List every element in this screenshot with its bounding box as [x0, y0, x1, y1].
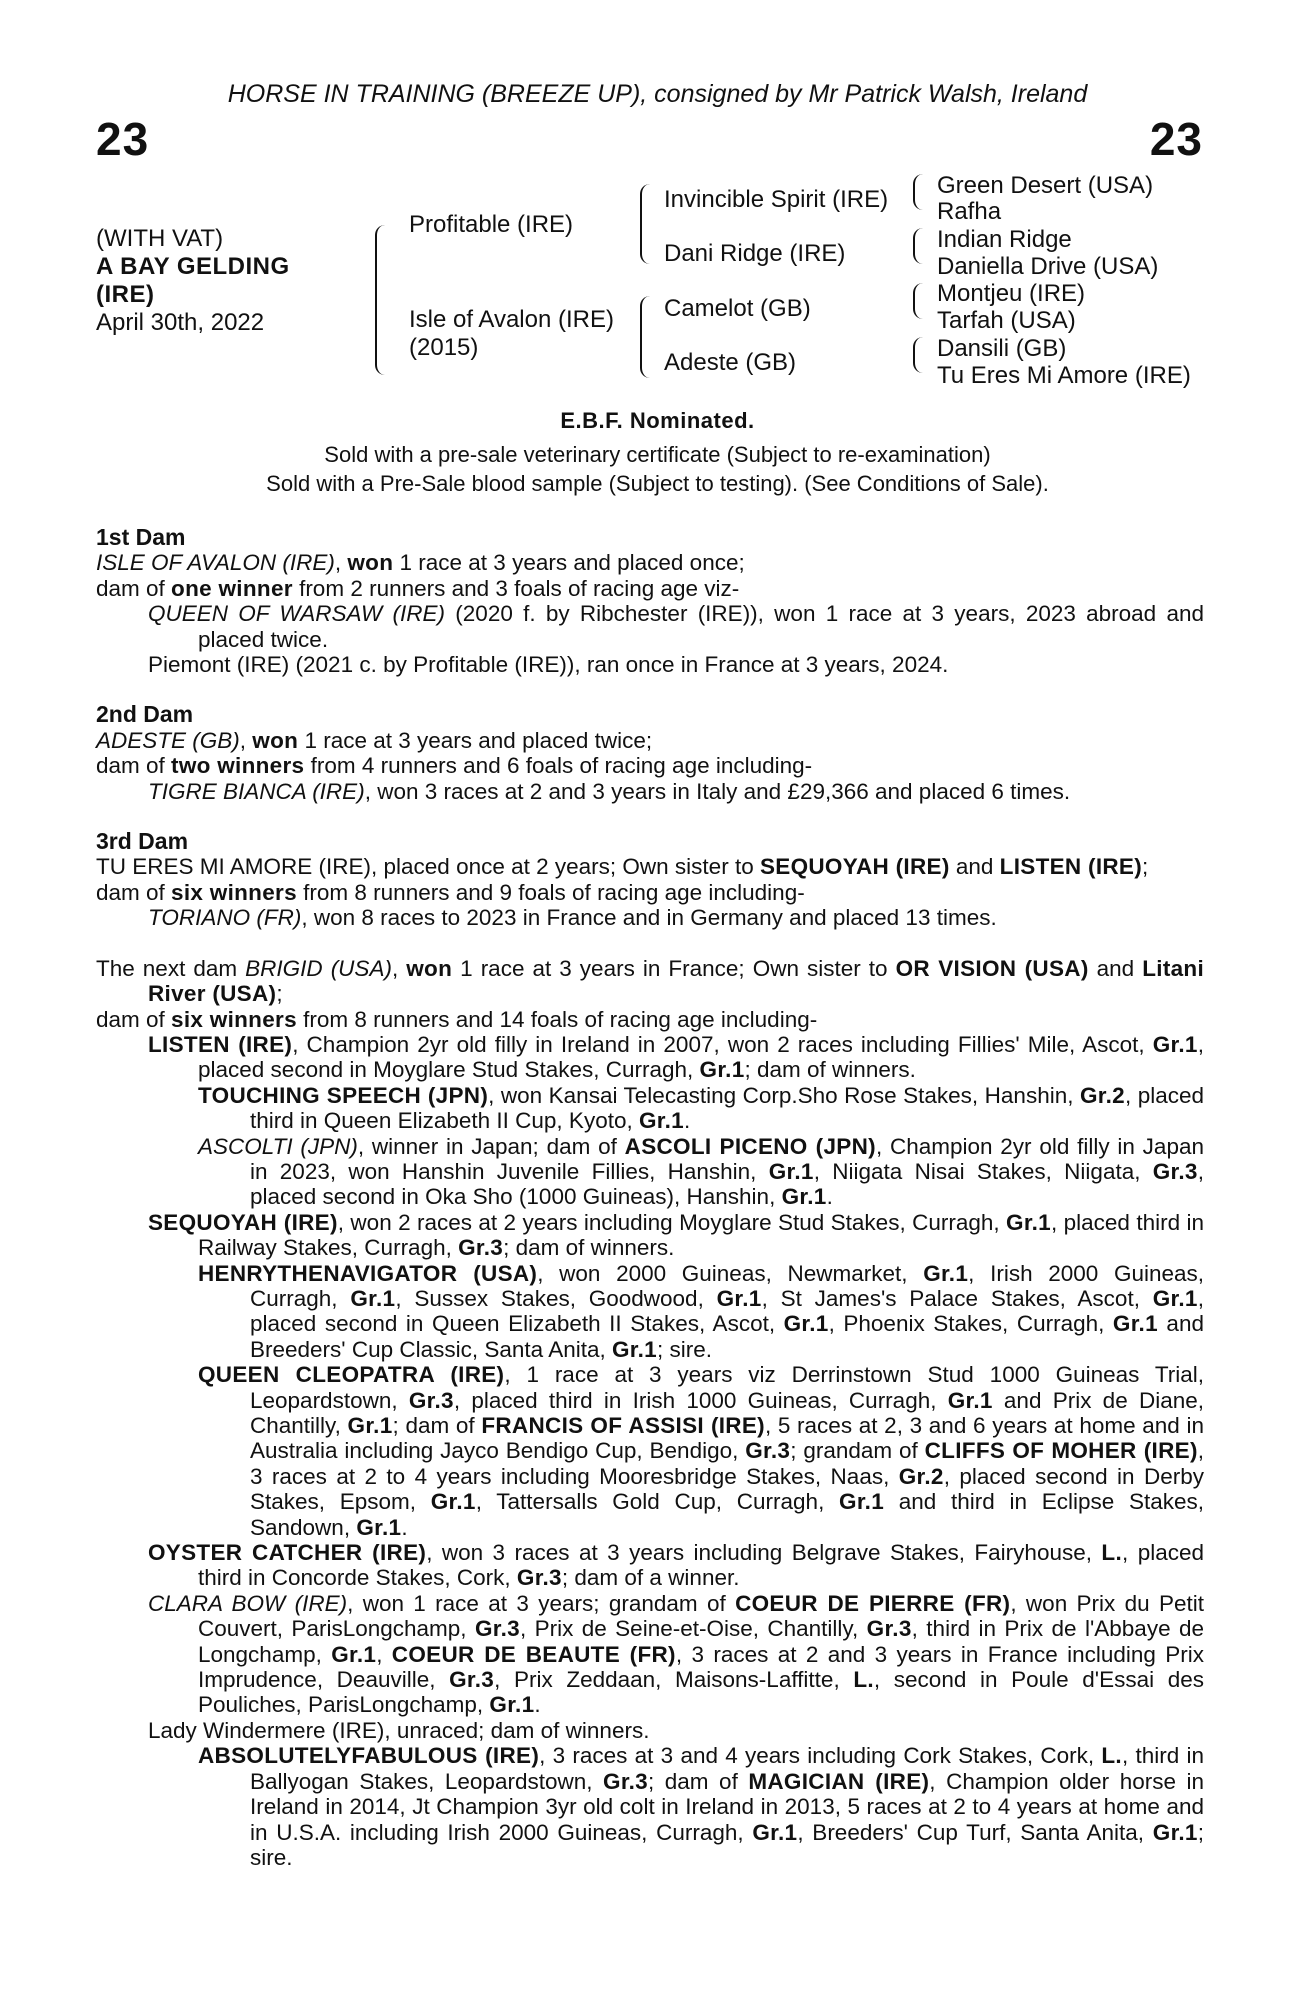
pedigree-brace-sire [640, 184, 654, 264]
pedigree-g-sss: Green Desert (USA) [937, 172, 1154, 199]
pedigree-g-dss: Montjeu (IRE) [937, 280, 1086, 307]
next-dam-summary: The next dam BRIGID (USA), won 1 race at 3 years in France; Own sister to OR VISION (USA) and Litani River (USA); [96, 955, 1205, 1007]
horse-name: A BAY GELDING [96, 253, 290, 280]
produce-absolutelyfabulous: ABSOLUTELYFABULOUS (IRE), 3 races at 3 and 4 years including Cork Stakes, Cork, L., third in Ballyogan Stakes, Leopardstown, Gr.3; dam of MAGICIAN (IRE), Champion older horse in Ireland in 2014, Jt Champion 3yr old colt in Ireland in 2013, 5 races at 2 to 4 years at home and in U.S.A. including Irish 2000 Guineas, Curragh, Gr.1, Breeders' Cup Turf, Santa Anita, Gr.1; sire. [198, 1743, 1205, 1870]
produce-tigre-bianca: TIGRE BIANCA (IRE), won 3 races at 2 and 3 years in Italy and £29,366 and placed 6 times. [148, 778, 1071, 804]
pedigree-g-sds: Indian Ridge [937, 226, 1072, 253]
vat-label: (WITH VAT) [96, 225, 224, 252]
first-dam-heading: 1st Dam [96, 524, 186, 550]
second-dam-summary: ADESTE (GB), won 1 race at 3 years and placed twice; [96, 727, 653, 753]
vet-certificate-note: Sold with a pre-sale veterinary certificate (Subject to re-examination) [324, 442, 991, 467]
produce-lady-windermere: Lady Windermere (IRE), unraced; dam of winners. [148, 1717, 650, 1743]
horse-origin: (IRE) [96, 281, 155, 308]
next-dam-produce: dam of six winners from 8 runners and 14 foals of racing age including- [96, 1006, 818, 1032]
produce-clara-bow: CLARA BOW (IRE), won 1 race at 3 years; grandam of COEUR DE PIERRE (FR), won Prix du Petit Couvert, ParisLongchamp, Gr.3, Prix de Seine-et-Oise, Chantilly, Gr.3, third in Prix de l'Abbaye de Longchamp, Gr.1, COEUR DE BEAUTE (FR), 3 races at 2 and 3 years in France including Prix Imprudence, Deauville, Gr.3, Prix Zeddaan, Maisons-Laffitte, L., second in Poule d'Essai des Pouliches, ParisLongchamp, Gr.1. [148, 1590, 1205, 1718]
pedigree-g-dsd: Tarfah (USA) [937, 307, 1076, 334]
produce-listen: LISTEN (IRE), Champion 2yr old filly in Ireland in 2007, won 2 races including Fillies' Mile, Ascot, Gr.1, placed second in Moyglare Stud Stakes, Curragh, Gr.1; dam of winners. [148, 1031, 1204, 1083]
produce-henrythenavigator: HENRYTHENAVIGATOR (USA), won 2000 Guineas, Newmarket, Gr.1, Irish 2000 Guineas, Curragh, Gr.1, Sussex Stakes, Goodwood, Gr.1, St James's Palace Stakes, Ascot, Gr.1, placed second in Queen Elizabeth II Stakes, Ascot, Gr.1, Phoenix Stakes, Curragh, Gr.1 and Breeders' Cup Classic, Santa Anita, Gr.1; sire. [198, 1260, 1205, 1362]
produce-ascolti: ASCOLTI (JPN), winner in Japan; dam of ASCOLI PICENO (JPN), Champion 2yr old filly in Japan in 2023, won Hanshin Juvenile Fillies, Hanshin, Gr.1, Niigata Nisai Stakes, Niigata, Gr.3, placed second in Oka Sho (1000 Guineas), Hanshin, Gr.1. [198, 1133, 1204, 1210]
pedigree-brace-ss [913, 174, 925, 210]
produce-queen-cleopatra: QUEEN CLEOPATRA (IRE), 1 race at 3 years viz Derrinstown Stud 1000 Guineas Trial, Leopardstown, Gr.3, placed third in Irish 1000 Guineas, Curragh, Gr.1 and Prix de Diane, Chantilly, Gr.1; dam of FRANCIS OF ASSISI (IRE), 5 races at 2, 3 and 6 years at home and in Australia including Jayco Bendigo Cup, Bendigo, Gr.3; grandam of CLIFFS OF MOHER (IRE), 3 races at 2 to 4 years including Mooresbridge Stakes, Naas, Gr.2, placed second in Derby Stakes, Epsom, Gr.1, Tattersalls Gold Cup, Curragh, Gr.1 and third in Eclipse Stakes, Sandown, Gr.1. [198, 1362, 1205, 1540]
page-header: HORSE IN TRAINING (BREEZE UP), consigned by Mr Patrick Walsh, Ireland [227, 80, 1088, 108]
pedigree-g-sdd: Daniella Drive (USA) [937, 253, 1159, 280]
pedigree-g-ssd: Rafha [937, 198, 1002, 225]
catalogue-body [96, 525, 1204, 1870]
produce-toriano: TORIANO (FR), won 8 races to 2023 in France and in Germany and placed 13 times. [148, 905, 997, 931]
produce-piemont: Piemont (IRE) (2021 c. by Profitable (IRE)), ran once in France at 3 years, 2024. [148, 652, 949, 678]
produce-sequoyah: SEQUOYAH (IRE), won 2 races at 2 years including Moyglare Stud Stakes, Curragh, Gr.1, placed third in Railway Stakes, Curragh, Gr.3; dam of winners. [148, 1209, 1204, 1261]
pedigree-brace-sd [913, 228, 925, 264]
pedigree-dam-year: (2015) [409, 334, 479, 361]
pedigree-brace-ds [913, 283, 925, 319]
lot-number-right: 23 [1149, 113, 1203, 165]
first-dam-summary: ISLE OF AVALON (IRE), won 1 race at 3 years and placed once; [96, 550, 745, 576]
pedigree-sire: Profitable (IRE) [409, 211, 574, 238]
produce-oyster-catcher: OYSTER CATCHER (IRE), won 3 races at 3 years including Belgrave Stakes, Fairyhouse, L., placed third in Concorde Stakes, Cork, Gr.3; dam of a winner. [148, 1540, 1204, 1591]
blood-sample-note: Sold with a Pre-Sale blood sample (Subject to testing). (See Conditions of Sale). [266, 471, 1049, 496]
pedigree-sire-sire: Invincible Spirit (IRE) [664, 186, 889, 213]
pedigree-sire-dam: Dani Ridge (IRE) [664, 240, 846, 267]
pedigree-dam-dam: Adeste (GB) [664, 349, 797, 376]
produce-queen-of-warsaw: QUEEN OF WARSAW (IRE) (2020 f. by Ribchester (IRE)), won 1 race at 3 years, 2023 abroad and placed twice. [148, 601, 1204, 652]
first-dam-produce: dam of one winner from 2 runners and 3 foals of racing age viz- [96, 575, 740, 601]
second-dam-heading: 2nd Dam [96, 701, 194, 728]
third-dam-summary: TU ERES MI AMORE (IRE), placed once at 2 years; Own sister to SEQUOYAH (IRE) and LISTEN (IRE); [96, 854, 1149, 880]
third-dam-produce: dam of six winners from 8 runners and 9 foals of racing age including- [96, 879, 805, 905]
ebf-nominated: E.B.F. Nominated. [560, 408, 755, 433]
pedigree-g-dds: Dansili (GB) [937, 335, 1067, 362]
third-dam-heading: 3rd Dam [96, 828, 189, 855]
pedigree-dam-sire: Camelot (GB) [664, 295, 811, 322]
pedigree-brace-main [375, 225, 391, 375]
pedigree-g-ddd: Tu Eres Mi Amore (IRE) [937, 362, 1191, 389]
horse-description [96, 225, 290, 337]
pedigree-dam: Isle of Avalon (IRE) [409, 306, 614, 333]
second-dam-produce: dam of two winners from 4 runners and 6 foals of racing age including- [96, 753, 813, 779]
foaled-date: April 30th, 2022 [96, 309, 265, 336]
produce-touching-speech: TOUCHING SPEECH (JPN), won Kansai Telecasting Corp.Sho Rose Stakes, Hanshin, Gr.2, placed third in Queen Elizabeth II Cup, Kyoto, Gr.1. [198, 1082, 1204, 1134]
pedigree-brace-dd [913, 337, 925, 373]
pedigree-brace-dam [640, 296, 654, 378]
lot-number-left: 23 [96, 113, 150, 165]
